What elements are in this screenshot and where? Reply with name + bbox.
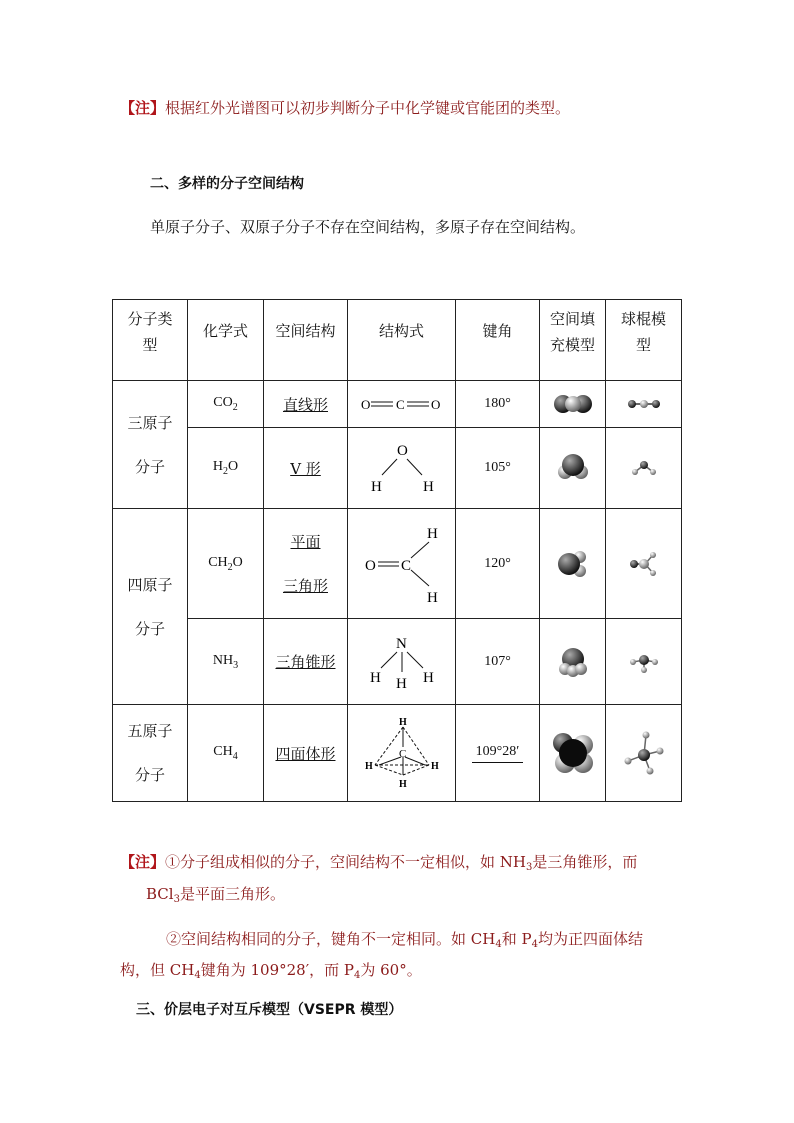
shape-co2: 直线形 [264,381,348,428]
category-triatomic: 三原子 分子 [113,381,188,509]
svg-text:H: H [370,479,382,495]
space-filling-ch2o-icon [540,509,606,619]
svg-text:N: N [395,635,407,652]
section-heading-2: 二、多样的分子空间结构 [150,176,304,192]
structure-co2 [348,381,456,428]
header-bond-angle: 键角 [456,300,540,381]
svg-text:H: H [430,761,439,772]
ball-stick-co2-icon [606,381,682,428]
structure-ch2o [348,509,456,619]
svg-text:H: H [369,669,381,686]
space-filling-h2o-icon [540,428,606,509]
svg-text:O: O [360,397,370,412]
svg-text:H: H [422,669,434,686]
svg-text:H: H [364,761,373,772]
formula-ch2o: $CH_2O$ [188,509,264,619]
header-category: 分子类 型 [113,300,188,381]
svg-text:C: C [400,557,411,574]
section-heading-3: 三、价层电子对互斥模型（VSEPR 模型） [136,1002,403,1018]
table-row [113,428,682,509]
svg-text:H: H [426,525,438,542]
angle-h2o: 105° [456,428,540,509]
table-row [113,381,682,428]
svg-text:H: H [398,717,407,728]
svg-text:O: O [364,557,376,574]
header-formula: 化学式 [188,300,264,381]
space-filling-ch4-icon [540,705,606,802]
svg-text:H: H [426,589,438,606]
formula-nh3: $NH_3$ [188,619,264,705]
shape-h2o: V 形 [264,428,348,509]
section-intro: 单原子分子、双原子分子不存在空间结构，多原子存在空间结构。 [150,218,586,236]
svg-text:C: C [398,748,406,760]
angle-ch4: 109°28′ [456,705,540,802]
header-structural-formula: 结构式 [348,300,456,381]
header-ball-stick: 球棍模 型 [606,300,682,381]
svg-text:O: O [396,443,408,459]
angle-nh3: 107° [456,619,540,705]
note-text: 根据红外光谱图可以初步判断分子中化学键或官能团的类型。 [165,99,571,117]
ball-stick-ch2o-icon [606,509,682,619]
ball-stick-h2o-icon [606,428,682,509]
angle-ch2o: 120° [456,509,540,619]
table-row [113,705,682,802]
molecule-table [112,299,682,802]
svg-text:H: H [398,779,407,790]
svg-text:H: H [422,479,434,495]
header-shape: 空间结构 [264,300,348,381]
note-2-line-1: 【注】①分子组成相似的分子，空间结构不一定相似，如 $NH_3$是三角锥形，而 [120,853,638,873]
formula-h2o: $H_2O$ [188,428,264,509]
category-pentatomic: 五原子 分子 [113,705,188,802]
structure-ch4 [348,705,456,802]
note-2-line-2: BCl$_3$是平面三角形。 [146,885,285,905]
formula-ch4: $CH_4$ [188,705,264,802]
note-tag: 【注】 [120,99,166,117]
space-filling-co2-icon [540,381,606,428]
structure-nh3 [348,619,456,705]
table-row [113,509,682,619]
note-2-line-4: 构，但 $CH_4$键角为 109°28′，而 $P_4$为 60°。 [120,961,422,981]
shape-ch2o: 平面 三角形 [264,509,348,619]
ball-stick-ch4-icon [606,705,682,802]
svg-text:C: C [395,397,405,412]
structure-h2o [348,428,456,509]
shape-ch4: 四面体形 [264,705,348,802]
header-space-filling: 空间填 充模型 [540,300,606,381]
svg-text:O: O [430,397,440,412]
ball-stick-nh3-icon [606,619,682,705]
note-1 [120,98,570,118]
table-header-row [113,300,682,381]
space-filling-nh3-icon [540,619,606,705]
svg-text:H: H [395,675,407,692]
angle-co2: 180° [456,381,540,428]
category-tetratomic: 四原子 分子 [113,509,188,705]
table-row [113,619,682,705]
note-2-line-3: ②空间结构相同的分子，键角不一定相同。如 $CH_4$和 $P_4$均为正四面体结 [166,930,643,950]
formula-co2: $CO_2$ [188,381,264,428]
shape-nh3: 三角锥形 [264,619,348,705]
